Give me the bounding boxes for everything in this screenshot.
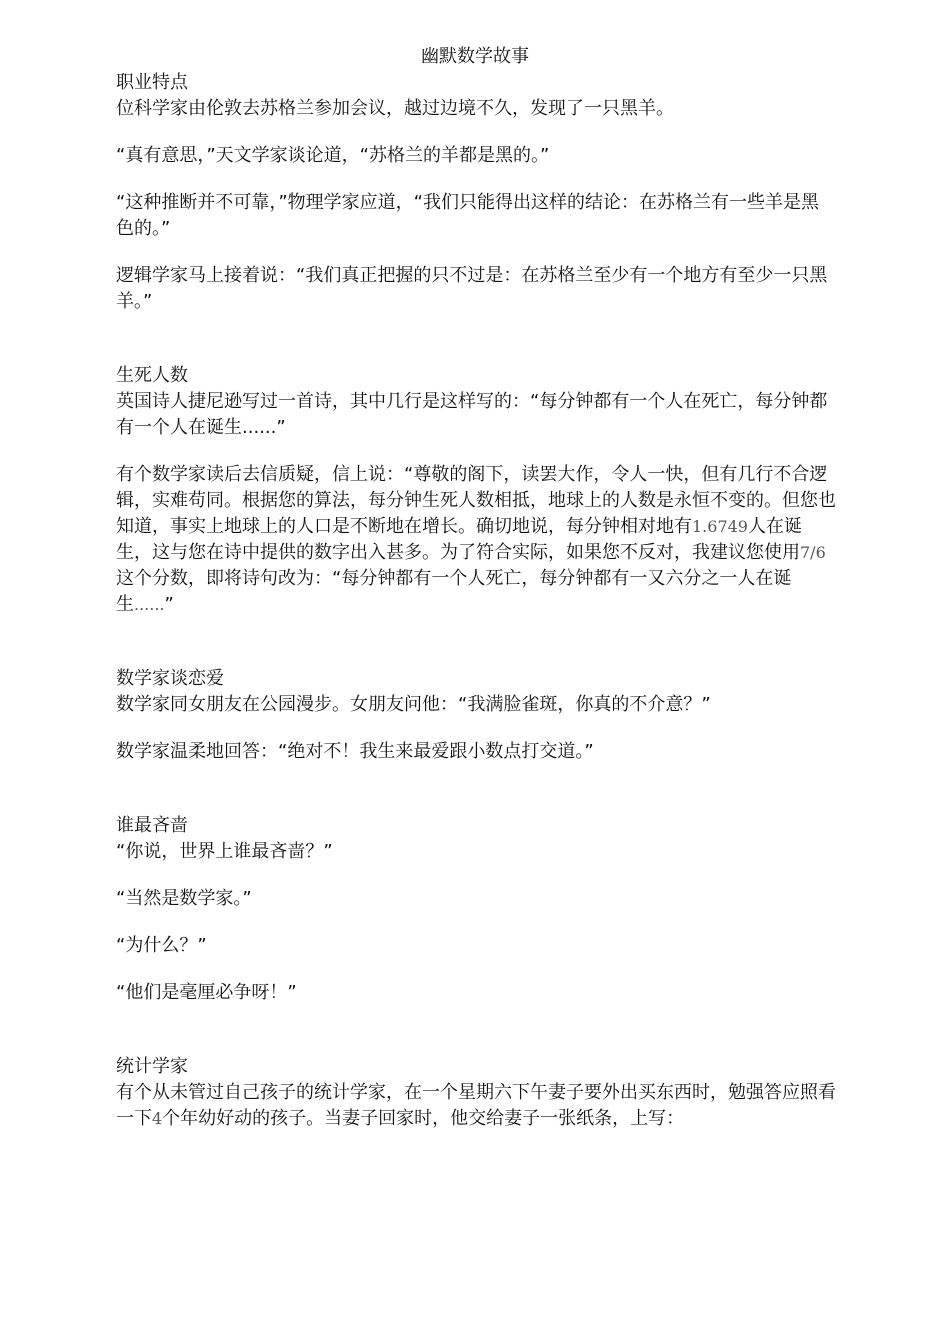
paragraph-text: 个年幼好动的孩子。当妻子回家时，他交给妻子一张纸条，上写： <box>162 1108 685 1129</box>
paragraph: “真有意思，”天文学家谈论道，“苏格兰的羊都是黑的。” <box>116 145 550 166</box>
paragraph: “你说，世界上谁最吝啬？” <box>116 841 333 862</box>
paragraph-with-numbers <box>116 1080 836 1132</box>
section-heading: 生死人数 <box>116 365 188 386</box>
paragraph: 逻辑学家马上接着说：“我们真正把握的只不过是：在苏格兰至少有一个地方有至少一只黑羊。” <box>116 265 828 312</box>
section-heading: 谁最吝啬 <box>116 815 188 836</box>
paragraph: “他们是毫厘必争呀！” <box>116 982 297 1003</box>
paragraph-text: 有个数学家读后去信质疑，信上说：“尊敬的阁下，读罢大作，令人一快，但有几行不合逻辑，实难苟同。根据您的算法，每分钟生死人数相抵，地球上的人数是永恒不变的。但您也知道，事实上地球上的人口是不断地在增长。确切地说，每分钟相对地有 <box>116 464 836 537</box>
paragraph-text: 有个从未管过自己孩子的统计学家，在一个星期六下午妻子要外出买东西时，勉强答应照看一下 <box>116 1082 836 1129</box>
paragraph: 位科学家由伦敦去苏格兰参加会议，越过边境不久，发现了一只黑羊。 <box>116 98 674 119</box>
paragraph: “为什么？” <box>116 935 207 956</box>
paragraph: “当然是数学家。” <box>116 888 252 909</box>
paragraph-text: 人在诞生，这与您在诗中提供的数字出入甚多。为了符合实际，如果您不反对，我建议您使用 <box>116 516 802 563</box>
document-body <box>116 70 836 1153</box>
paragraph: 数学家温柔地回答：“绝对不！我生来最爱跟小数点打交道。” <box>116 741 594 762</box>
ellipsis-text: ...... <box>134 595 165 614</box>
paragraph: 英国诗人捷尼逊写过一首诗，其中几行是这样写的：“每分钟都有一个人在死亡，每分钟都有一个人在诞生......” <box>116 391 828 438</box>
paragraph: 数学家同女朋友在公园漫步。女朋友问他：“我满脸雀斑，你真的不介意？” <box>116 694 711 715</box>
section-heading: 职业特点 <box>116 72 188 93</box>
section-heading: 数学家谈恋爱 <box>116 668 224 689</box>
number-value: 1.6749 <box>692 517 748 536</box>
fraction-value: 7/6 <box>800 543 826 562</box>
paragraph: “这种推断并不可靠，”物理学家应道，“我们只能得出这样的结论：在苏格兰有一些羊是黑色的。” <box>116 192 819 239</box>
section-heading: 统计学家 <box>116 1056 188 1077</box>
paragraph-text: ” <box>164 594 174 615</box>
number-value: 4 <box>152 1109 163 1128</box>
paragraph-text: 这个分数，即将诗句改为：“每分钟都有一个人死亡，每分钟都有一又六分之一人在诞生 <box>116 568 792 615</box>
document-title: 幽默数学故事 <box>421 46 529 67</box>
paragraph-with-numbers <box>116 462 836 618</box>
